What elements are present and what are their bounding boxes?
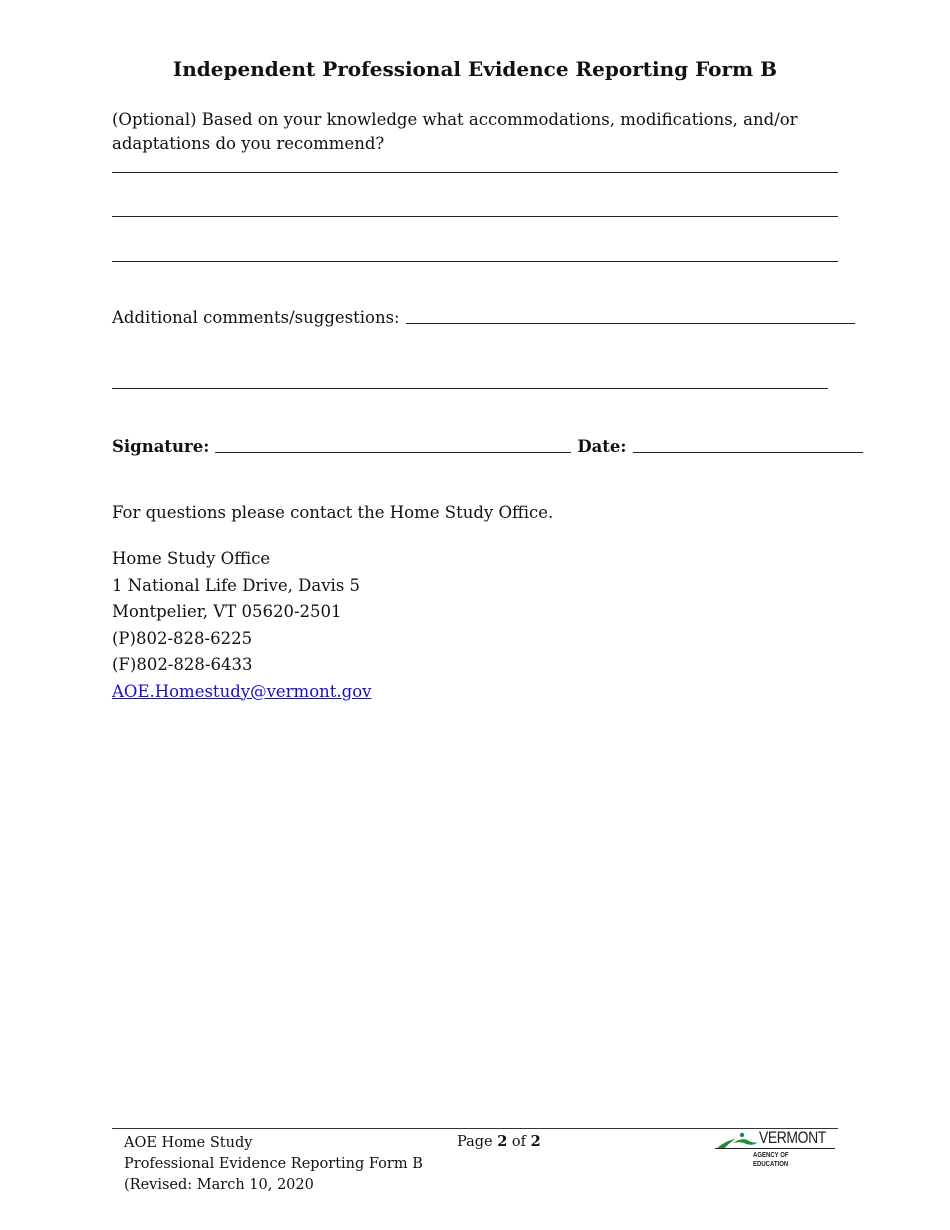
date-label: Date: (577, 437, 627, 456)
logo-subtitle: AGENCY OF EDUCATION (753, 1150, 789, 1168)
phone-number: (P)802-828-6225 (112, 628, 253, 648)
signature-line[interactable] (215, 452, 571, 453)
signature-row (112, 437, 863, 456)
comments-line-2[interactable] (112, 388, 828, 389)
recommendation-line-2[interactable] (112, 216, 838, 217)
recommendation-line-1[interactable] (112, 172, 838, 173)
footer-info (124, 1133, 423, 1196)
street-address: 1 National Life Drive, Davis 5 (112, 575, 361, 595)
logo-underline (715, 1148, 835, 1149)
office-name: Home Study Office (112, 549, 271, 568)
recommendation-question: (Optional) Based on your knowledge what accommodations, modifications, and/or adaptations do you recommend? (112, 110, 798, 153)
comments-field (112, 308, 855, 327)
city-address: Montpelier, VT 05620-2501 (112, 602, 342, 621)
comments-line-1[interactable] (406, 323, 855, 324)
footer-line-1: AOE Home Study (124, 1135, 253, 1151)
footer-line-3: (Revised: March 10, 2020 (124, 1177, 314, 1193)
contact-block (112, 546, 371, 705)
date-line[interactable] (633, 452, 863, 453)
signature-label: Signature: (112, 437, 210, 456)
form-title: Independent Professional Evidence Reporting Form B (172, 57, 778, 81)
logo-word: VERMONT (759, 1128, 826, 1147)
email-link[interactable]: AOE.Homestudy@vermont.gov (112, 681, 372, 701)
vermont-logo (715, 1128, 839, 1168)
comments-label: Additional comments/suggestions: (112, 308, 400, 327)
page-number: Page 2 of 2 (457, 1133, 541, 1150)
questions-text: For questions please contact the Home Study Office. (112, 503, 554, 522)
footer-line-2: Professional Evidence Reporting Form B (124, 1156, 423, 1172)
fax-number: (F)802-828-6433 (112, 655, 253, 674)
recommendation-line-3[interactable] (112, 261, 838, 262)
